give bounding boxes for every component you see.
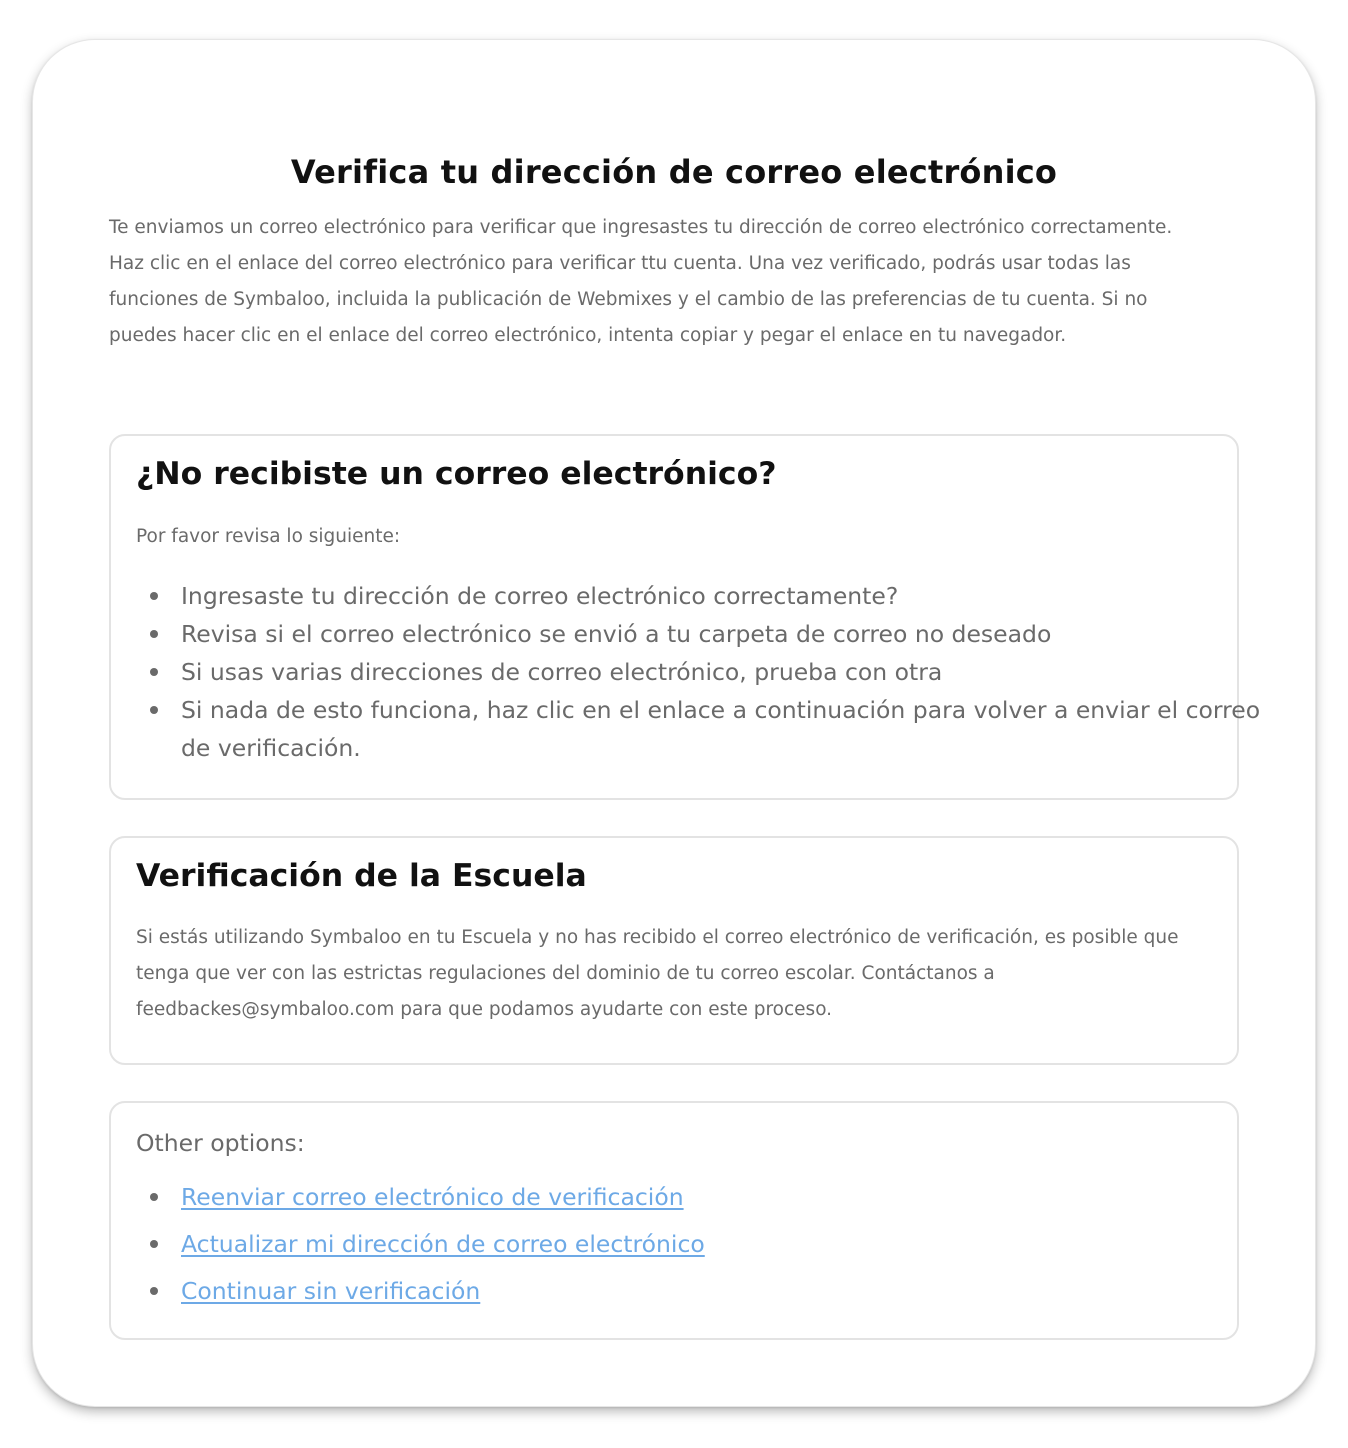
resend-verification-link[interactable]: Reenviar correo electrónico de verificación: [181, 1183, 684, 1211]
school-verification-text: Si estás utilizando Symbaloo en tu Escuela y no has recibido el correo electrónico de verificación, es posible que tenga que ver con las estrictas regulaciones del dominio de tu correo escolar. Contáctanos a feedbackes@symbaloo.com para que podamos ayudarte con este proceso.: [136, 927, 1179, 1020]
continue-without-verification-link[interactable]: Continuar sin verificación: [181, 1277, 481, 1305]
intro-paragraph: Te enviamos un correo electrónico para verificar que ingresastes tu dirección de correo electrónico correctamente. Haz clic en el enlace del correo electrónico para verificar ttu cuenta. Una vez verificado, podrás usar todas las funciones de Symbaloo, incluida la publicación de Webmixes y el cambio de las preferencias de tu cuenta. Si no puedes hacer clic en el enlace del correo electrónico, intenta copiar y pegar el enlace en tu navegador.: [109, 217, 1173, 346]
options-list-item: [181, 1177, 705, 1224]
page-title: Verifica tu dirección de correo electrónico: [290, 153, 1058, 191]
options-list-item: [181, 1224, 705, 1271]
checklist: [136, 577, 1261, 767]
no-email-title: ¿No recibiste un correo electrónico?: [136, 456, 777, 492]
other-options-section: [109, 1101, 1239, 1340]
verification-card: [33, 40, 1315, 1406]
no-email-section: [109, 434, 1261, 800]
no-email-subtitle: Por favor revisa lo siguiente:: [136, 526, 401, 547]
checklist-item: Si usas varias direcciones de correo electrónico, prueba con otra: [181, 653, 1261, 691]
checklist-item: Ingresaste tu dirección de correo electrónico correctamente?: [181, 577, 1261, 615]
other-options-label: Other options:: [136, 1129, 305, 1157]
checklist-item: Revisa si el correo electrónico se envió a tu carpeta de correo no deseado: [181, 615, 1261, 653]
options-list-item: [181, 1271, 705, 1318]
school-verification-section: [109, 836, 1239, 1065]
options-list: [136, 1177, 705, 1318]
checklist-item: Si nada de esto funciona, haz clic en el enlace a continuación para volver a enviar el correo de verificación.: [181, 691, 1261, 767]
school-verification-title: Verificación de la Escuela: [136, 858, 587, 894]
update-email-link[interactable]: Actualizar mi dirección de correo electrónico: [181, 1230, 705, 1258]
